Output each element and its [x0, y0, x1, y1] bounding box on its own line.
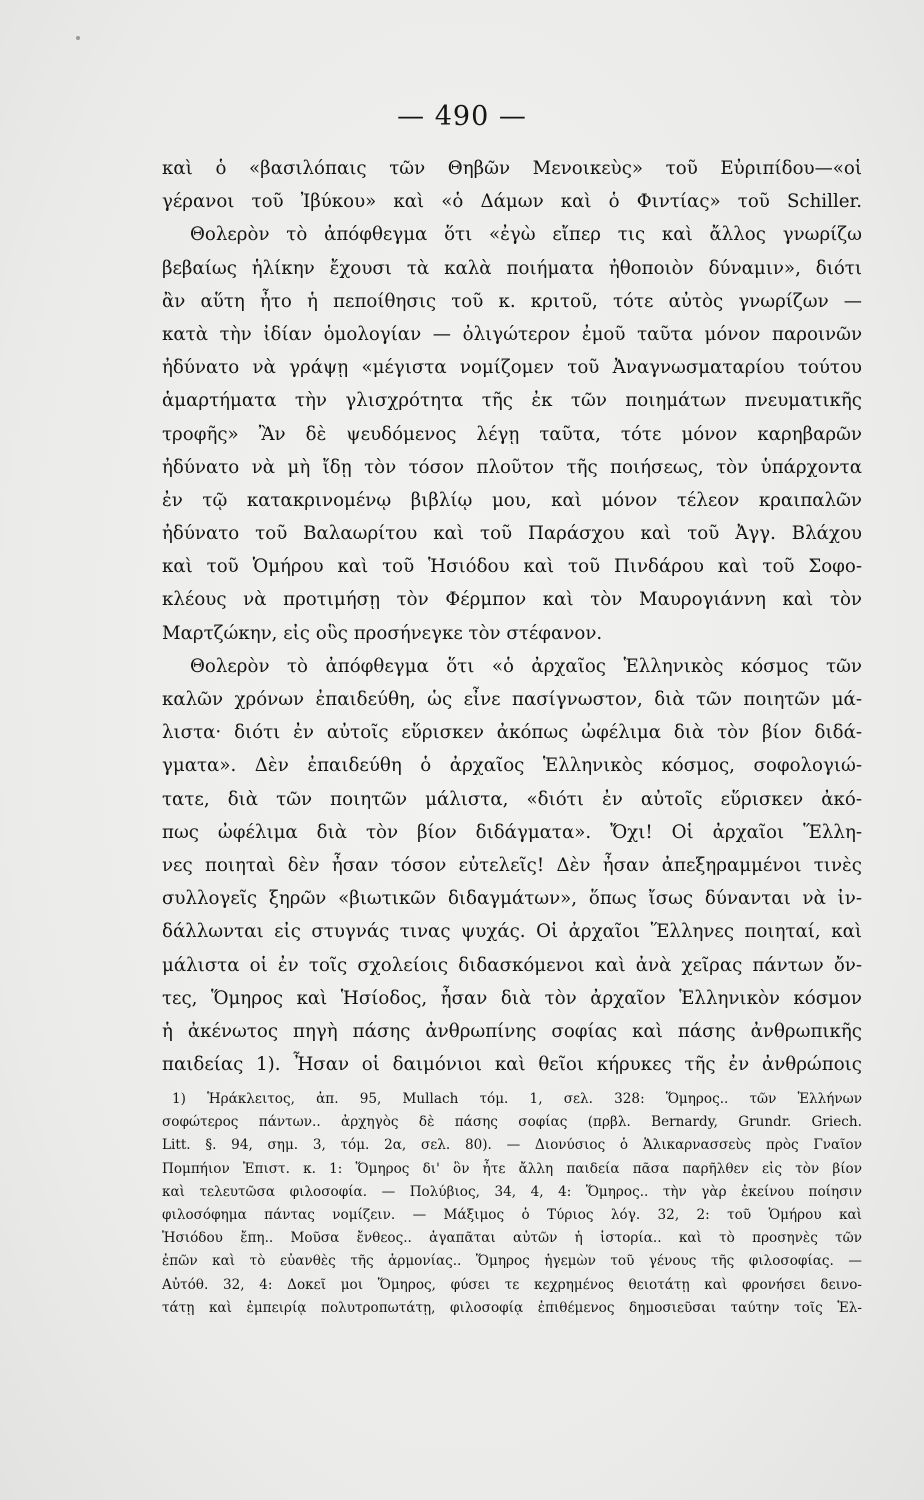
- text-line: μάλιστα οἱ ἐν τοῖς σχολείοις διδασκόμενοι καὶ ἀνὰ χεῖρας πάντων ὄν-: [162, 954, 862, 976]
- text-line: ἐν τῷ κατακρινομένῳ βιβλίῳ μου, καὶ μόνον τέλεον κραιπαλῶν: [162, 489, 862, 511]
- text-line: τες, Ὅμηρος καὶ Ἡσίοδος, ἦσαν διὰ τὸν ἀρχαῖον Ἑλληνικὸν κόσμον: [162, 987, 862, 1009]
- text-line: ἠδύνατο νὰ μὴ ἴδῃ τὸν τόσον πλοῦτον τῆς ποιήσεως, τὸν ὑπάρχοντα: [162, 456, 862, 478]
- footnotes: [162, 1088, 862, 1320]
- text-line: γέρανοι τοῦ Ἰβύκου» καὶ «ὁ Δάμων καὶ ὁ Φιντίας» τοῦ Schiller.: [162, 191, 862, 213]
- text-line: καὶ ὁ «βασιλόπαις τῶν Θηβῶν Μενοικεὺς» τοῦ Εὐριπίδου—«οἱ: [162, 158, 862, 179]
- text-line: λιστα· διότι ἐν αὐτοῖς εὕρισκεν ἀκόπως ὠφέλιμα διὰ τὸν βίον διδά-: [162, 722, 862, 744]
- text-line: ἂν αὕτη ἦτο ἡ πεποίθησις τοῦ κ. κριτοῦ, τότε αὐτὸς γνωρίζων —: [162, 290, 862, 312]
- text-line: καὶ τοῦ Ὁμήρου καὶ τοῦ Ἡσιόδου καὶ τοῦ Πινδάρου καὶ τοῦ Σοφο-: [162, 556, 862, 578]
- paper-speck: [76, 36, 80, 40]
- page-number: — 490 —: [397, 101, 527, 132]
- text-line: τατε, διὰ τῶν ποιητῶν μάλιστα, «διότι ἐν αὐτοῖς εὕρισκεν ἀκό-: [162, 788, 862, 810]
- text-line: δάλλωνται εἰς στυγνάς τινας ψυχάς. Οἱ ἀρχαῖοι Ἕλληνες ποιηταί, καὶ: [162, 921, 862, 943]
- footnote-line: καὶ τελευτῶσα φιλοσοφία. — Πολύβιος, 34, 4, 4: Ὅμηρος.. τὴν γὰρ ἐκείνου ποίησιν: [162, 1183, 862, 1200]
- text-line: ἁμαρτήματα τὴν γλισχρότητα τῆς ἐκ τῶν ποιημάτων πνευματικῆς: [162, 390, 862, 412]
- text-line: ἠδύνατο νὰ γράψῃ «μέγιστα νομίζομεν τοῦ Ἀναγνωσματαρίου τούτου: [162, 357, 862, 379]
- text-line: βεβαίως ἡλίκην ἔχουσι τὰ καλὰ ποιήματα ἠθοποιὸν δύναμιν», διότι: [162, 257, 862, 279]
- main-text: [162, 152, 862, 1081]
- text-line: γματα». Δὲν ἐπαιδεύθη ὁ ἀρχαῖος Ἑλληνικὸς κόσμος, σοφολογιώ-: [162, 755, 862, 777]
- text-line: Θολερὸν τὸ ἀπόφθεγμα ὅτι «ὁ ἀρχαῖος Ἑλληνικὸς κόσμος τῶν: [190, 655, 862, 677]
- text-line: συλλογεῖς ξηρῶν «βιωτικῶν διδαγμάτων», ὅπως ἴσως δύνανται νὰ ἰν-: [162, 888, 862, 910]
- text-line: τροφῆς» Ἂν δὲ ψευδόμενος λέγῃ ταῦτα, τότε μόνον καρηβαρῶν: [162, 423, 862, 445]
- footnote-line: Litt. §. 94, σημ. 3, τόμ. 2α, σελ. 80). — Διονύσιος ὁ Ἁλικαρνασσεὺς πρὸς Γναῖον: [162, 1137, 862, 1154]
- text-line: καλῶν χρόνων ἐπαιδεύθη, ὡς εἶνε πασίγνωστον, διὰ τῶν ποιητῶν μά-: [162, 689, 862, 710]
- footnote-line: 1) Ἡράκλειτος, ἀπ. 95, Mullach τόμ. 1, σελ. 328: Ὅμηρος.. τῶν Ἑλλήνων: [172, 1091, 862, 1107]
- footnote-line: Πομπήιον Ἐπιστ. κ. 1: Ὅμηρος δι' ὃν ἦτε ἄλλη παιδεία πᾶσα παρῆλθεν εἰς τὸν βίον: [162, 1160, 862, 1177]
- text-line: κλέους νὰ προτιμήσῃ τὸν Φέρμπον καὶ τὸν Μαυρογιάννη καὶ τὸν: [162, 589, 862, 611]
- footnote-line: Αὐτόθ. 32, 4: Δοκεῖ μοι Ὅμηρος, φύσει τε κεχρημένος θειοτάτῃ καὶ φρονήσει δεινο-: [162, 1276, 862, 1293]
- text-line: ἠδύνατο τοῦ Βαλαωρίτου καὶ τοῦ Παράσχου καὶ τοῦ Ἀγγ. Βλάχου: [162, 523, 862, 545]
- text-line: παιδείας 1). Ἦσαν οἱ δαιμόνιοι καὶ θεῖοι κήρυκες τῆς ἐν ἀνθρώποις: [162, 1054, 862, 1076]
- footnote-line: Ἡσιόδου ἔπη.. Μοῦσα ἔνθεος.. ἀγαπᾶται αὐτῶν ἡ ἱστορία.. καὶ τὸ προσηνὲς τῶν: [162, 1230, 862, 1247]
- text-line: πως ὠφέλιμα διὰ τὸν βίον διδάγματα». Ὄχι! Οἱ ἀρχαῖοι Ἕλλη-: [162, 821, 862, 843]
- text-line: Θολερὸν τὸ ἀπόφθεγμα ὅτι «ἐγὼ εἴπερ τις καὶ ἄλλος γνωρίζω: [190, 224, 862, 246]
- footnote-line: ἐπῶν καὶ τὸ εὐανθὲς τῆς ἁρμονίας.. Ὅμηρος ἡγεμὼν τοῦ γένους τῆς φιλοσοφίας. —: [162, 1253, 862, 1270]
- text-line: νες ποιηταὶ δὲν ἦσαν τόσον εὐτελεῖς! Δὲν ἦσαν ἀπεξηραμμένοι τινὲς: [162, 854, 862, 876]
- footnote-line: τάτῃ καὶ ἐμπειρίᾳ πολυτροπωτάτῃ, φιλοσοφίᾳ ἐπιθέμενος δημοσιεῦσαι ταύτην τοῖς Ἑλ-: [162, 1299, 862, 1316]
- footnote-line: σοφώτερος πάντων.. ἀρχηγὸς δὲ πάσης σοφίας (πρβλ. Bernardy, Grundr. Griech.: [162, 1114, 862, 1131]
- text-line: Μαρτζώκην, εἰς οὓς προσήνεγκε τὸν στέφανον.: [162, 622, 603, 644]
- footnote-line: φιλοσόφημα πάντας νομίζειν. — Μάξιμος ὁ Τύριος λόγ. 32, 2: τοῦ Ὁμήρου καὶ: [162, 1206, 862, 1223]
- text-line: κατὰ τὴν ἰδίαν ὁμολογίαν — ὀλιγώτερον ἐμοῦ ταῦτα μόνον παροινῶν: [162, 323, 862, 345]
- text-line: ἡ ἀκένωτος πηγὴ πάσης ἀνθρωπίνης σοφίας καὶ πάσης ἀνθρωπικῆς: [162, 1020, 862, 1042]
